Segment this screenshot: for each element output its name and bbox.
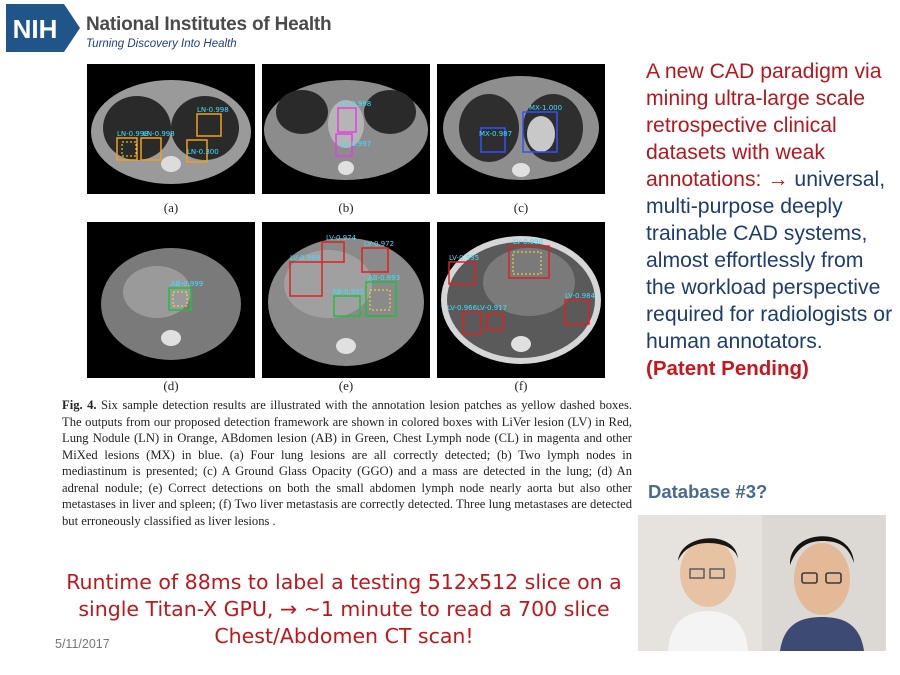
box-label: LV-0.966 <box>447 304 478 312</box>
box-label: LN-0.998 <box>117 130 149 138</box>
box-label: LV-0.984 <box>565 292 596 300</box>
caption-text: Six sample detection results are illustrated with the annotation lesion patches as yellow dashed boxes. The outputs from our proposed detection framework are shown in colored boxes with LiVer lesion (LV) in Red, Lung Nodule (LN) in Orange, ABdomen lesion (AB) in Green, Chest Lymph node (CL) in magenta and other MiXed lesions (MX) in blue. (a) Four lung lesions are all correctly detected; (b) Two lymph nodes in mediastinum is presented; (c) A Ground Glass Opacity (GGO) and a mass are detected in the lung; (d) An adrenal nodule; (e) Correct detections on both the small abdomen lymph node nearly aorta but also other metastases in liver and spleen; (f) Two liver metastasis are correctly detected. Three lung metastases are detected but erroneously classified as liver lesions . <box>62 398 632 528</box>
ct-image-a <box>87 64 255 194</box>
runtime-line: Runtime of 88ms to label a testing 512x512 slice on a <box>66 570 622 594</box>
figure-caption <box>62 397 632 529</box>
ct-image-b <box>262 64 430 194</box>
ct-image-e <box>262 222 430 378</box>
org-tagline: Turning Discovery Into Health <box>86 38 237 50</box>
box-label: LV-0.972 <box>364 240 395 248</box>
box-label: CL-0.998 <box>340 100 372 108</box>
benefit-text: universal, multi-purpose deeply trainable CAD systems, almost effortlessly from the workload perspective required for radiologists or human annotators. <box>646 168 893 353</box>
box-label: LV-0.974 <box>326 234 357 242</box>
panel-label-b: (b) <box>338 200 354 215</box>
ct-panel-b <box>262 64 430 194</box>
box-label: LV-0.969 <box>290 254 321 262</box>
box-label: LN-0.998 <box>143 130 175 138</box>
box-label: LN-0.998 <box>197 106 229 114</box>
ct-panel-c <box>437 64 605 194</box>
ct-image-c <box>437 64 605 194</box>
researcher-photos-image <box>638 515 886 651</box>
side-summary <box>646 58 898 382</box>
ct-image-f <box>437 222 605 378</box>
patent-note: (Patent Pending) <box>646 357 809 380</box>
researcher-photos <box>638 515 886 651</box>
panel-label-c: (c) <box>513 200 529 215</box>
box-label: AB-0.893 <box>368 274 401 282</box>
nih-header <box>0 0 900 58</box>
caption-fig-number: Fig. 4. <box>62 398 97 412</box>
box-label: LV-0.917 <box>477 304 508 312</box>
ct-panel-f <box>437 222 605 378</box>
database-note: Database #3? <box>648 481 768 502</box>
box-label: LV-0.998 <box>513 238 544 246</box>
ct-panel-d <box>87 222 255 378</box>
box-label: LN-0.300 <box>187 148 219 156</box>
panel-label-a: (a) <box>163 200 179 215</box>
box-label: AB-0.901 <box>332 288 365 296</box>
detection-figure <box>82 64 622 394</box>
ct-image-d <box>87 222 255 378</box>
runtime-statement <box>64 569 624 650</box>
box-label: MX-1.000 <box>529 104 563 112</box>
paradigm-text: A new CAD paradigm via mining ultra-large scale retrospective clinical datasets with weak annotations: → <box>646 60 882 191</box>
box-label: AB-0.999 <box>171 280 204 288</box>
box-label: LV-0.935 <box>449 254 480 262</box>
runtime-line: Chest/Abdomen CT scan! <box>214 624 474 648</box>
panel-label-e: (e) <box>338 378 354 393</box>
svg-text:NIH: NIH <box>12 14 58 44</box>
ct-panel-e <box>262 222 430 378</box>
slide-date: 5/11/2017 <box>55 637 110 651</box>
org-name: National Institutes of Health <box>86 14 332 35</box>
nih-logo-icon <box>6 4 80 52</box>
box-label: CL-0.997 <box>340 140 372 148</box>
panel-label-f: (f) <box>514 378 528 393</box>
panel-label-d: (d) <box>163 378 179 393</box>
ct-panel-a <box>87 64 255 194</box>
runtime-line: single Titan-X GPU, → ~1 minute to read a 700 slice <box>78 597 610 621</box>
box-label: MX-0.987 <box>479 130 513 138</box>
